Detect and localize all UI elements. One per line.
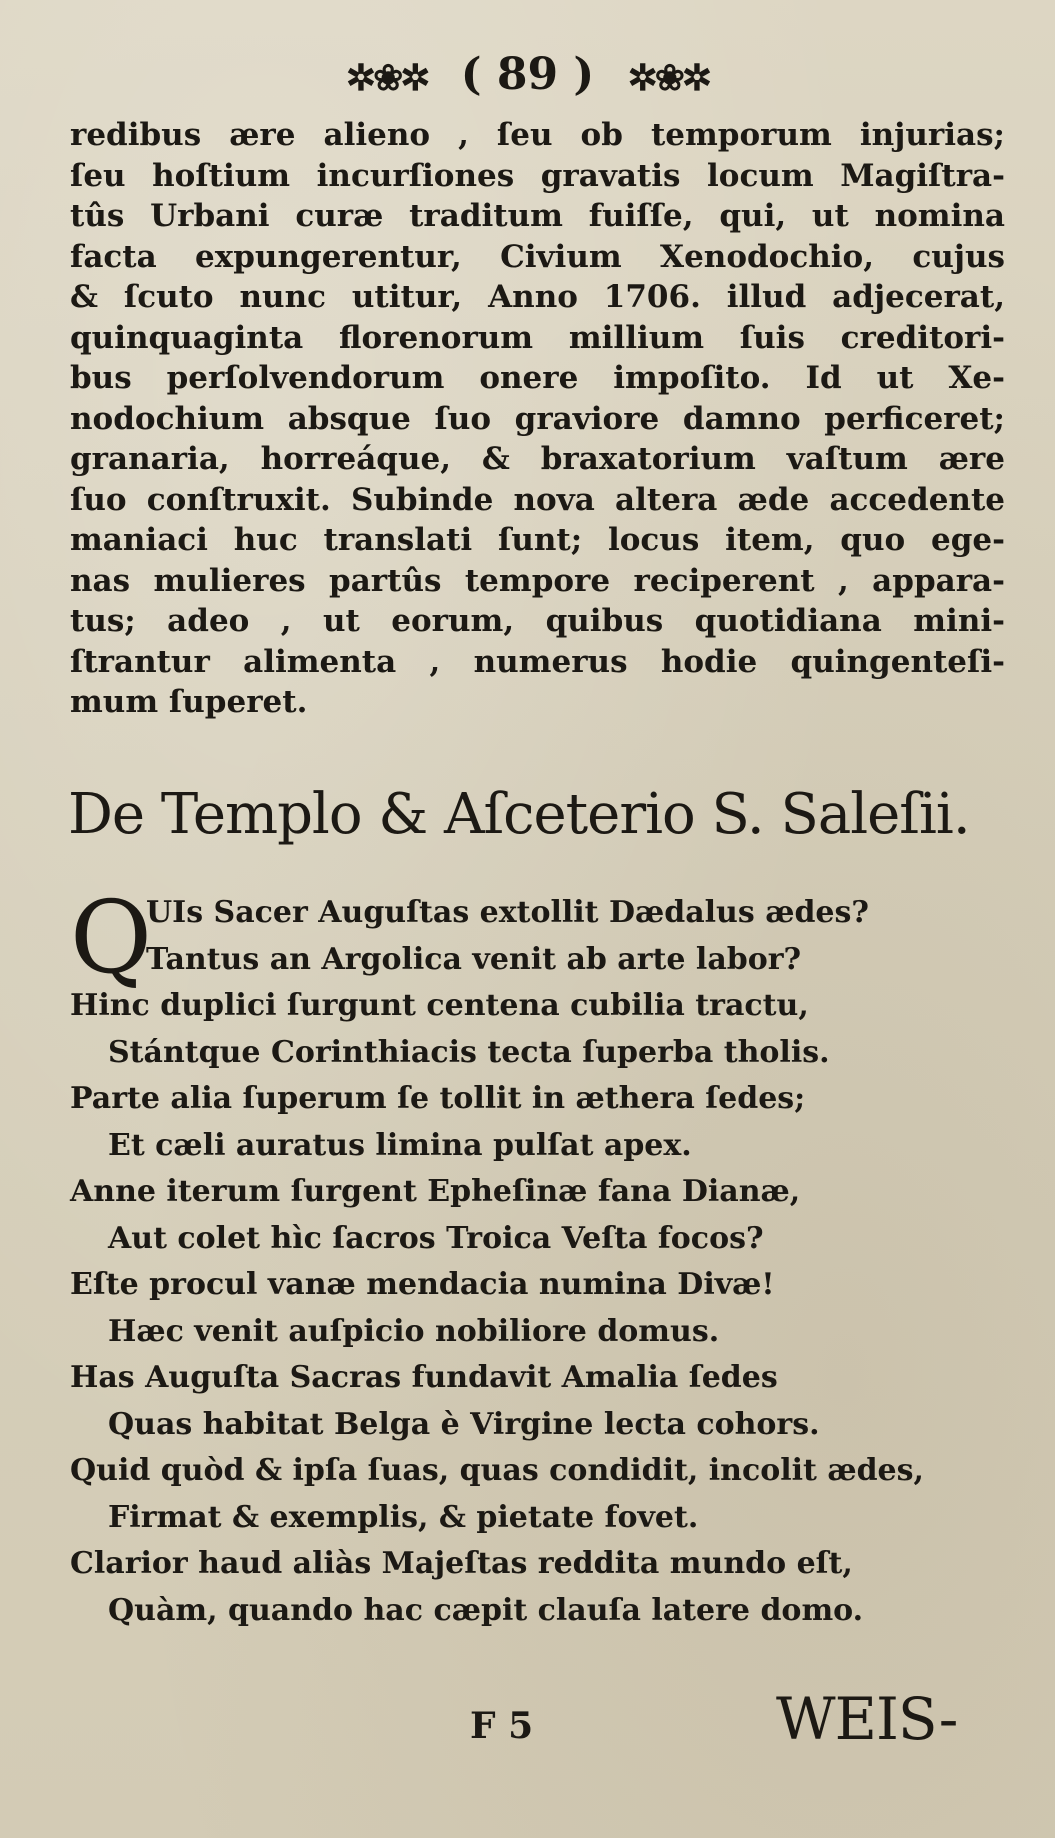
verse-line: Firmat & exemplis, & pietate fovet. xyxy=(108,1499,699,1535)
prose-line: nas mulieres partûs tempore reciperent , appara- xyxy=(70,562,1005,599)
prose-line: ſtrantur alimenta , numerus hodie quingenteſi- xyxy=(70,643,1005,680)
verse-line: Hæc venit auſpicio nobiliore domus. xyxy=(108,1313,720,1349)
verse-line: Hinc duplici ſurgunt centena cubilia tractu, xyxy=(70,988,809,1023)
left-ornament-icon: ✲❀✲ xyxy=(345,56,428,99)
prose-line: tus; adeo , ut eorum, quibus quotidiana mini- xyxy=(70,603,1005,639)
prose-line: tûs Urbani curæ traditum fuiſſe, qui, ut nomina xyxy=(70,198,1005,234)
prose-paragraph xyxy=(70,115,1005,723)
verse-line: Eſte procul vanæ mendacia numina Divæ! xyxy=(70,1267,775,1302)
verse-line: Anne iterum ſurgent Epheſinæ fana Dianæ, xyxy=(70,1174,801,1209)
prose-line: & ſcuto nunc utitur, Anno 1706. illud adjecerat, xyxy=(70,279,1005,315)
prose-line: granaria, horreáque, & braxatorium vaſtum ære xyxy=(70,441,1005,477)
poem xyxy=(70,879,1005,1634)
verse-line: Et cæli auratus limina pulſat apex. xyxy=(108,1127,692,1163)
section-title: De Templo & Aſceterio S. Saleſii. xyxy=(68,782,970,847)
prose-line: redibus ære alieno , ſeu ob temporum injurias; xyxy=(70,117,1005,153)
verse-line: Stántque Corinthiacis tecta ſuperba tholis. xyxy=(108,1034,830,1070)
page-number: ( 89 ) xyxy=(460,49,595,100)
prose-line: nodochium absque ſuo graviore damno perficeret; xyxy=(70,400,1005,437)
signature-mark: F 5 xyxy=(470,1705,534,1747)
prose-line: ſeu hoſtium incurſiones gravatis locum Magiſtra- xyxy=(70,157,1005,194)
verse-line: Aut colet hìc ſacros Troica Veſta focos? xyxy=(108,1220,764,1256)
running-header xyxy=(0,40,1055,113)
drop-capital: Q xyxy=(70,879,152,996)
prose-line: bus perſolvendorum onere impoſito. Id ut Xe- xyxy=(70,360,1005,396)
verse-line: Quàm, quando hac cæpit clauſa latere domo. xyxy=(108,1592,864,1628)
verse-line: Quas habitat Belga è Virgine lecta cohors. xyxy=(108,1406,820,1442)
verse-line: Tantus an Argolica venit ab arte labor? xyxy=(146,941,802,977)
verse-line: UIs Sacer Auguſtas extollit Dædalus ædes? xyxy=(146,895,869,930)
prose-line: mum ſuperet. xyxy=(70,684,308,720)
verse-line: Quid quòd & ipſa ſuas, quas condidit, incolit ædes, xyxy=(70,1453,924,1488)
prose-line: maniaci huc translati ſunt; locus item, quo ege- xyxy=(70,522,1005,558)
catchword: WEIS- xyxy=(776,1685,958,1753)
prose-line: quinquaginta florenorum millium ſuis creditori- xyxy=(70,319,1005,356)
verse-line: Parte alia ſuperum ſe tollit in æthera ſedes; xyxy=(70,1081,806,1116)
verse-line: Has Auguſta Sacras fundavit Amalia ſedes xyxy=(70,1360,778,1395)
prose-line: facta expungerentur, Civium Xenodochio, cujus xyxy=(70,238,1005,275)
right-ornament-icon: ✲❀✲ xyxy=(627,56,710,99)
prose-line: ſuo conſtruxit. Subinde nova altera æde accedente xyxy=(70,481,1005,518)
verse-line: Clarior haud aliàs Majeſtas reddita mundo eſt, xyxy=(70,1546,853,1581)
